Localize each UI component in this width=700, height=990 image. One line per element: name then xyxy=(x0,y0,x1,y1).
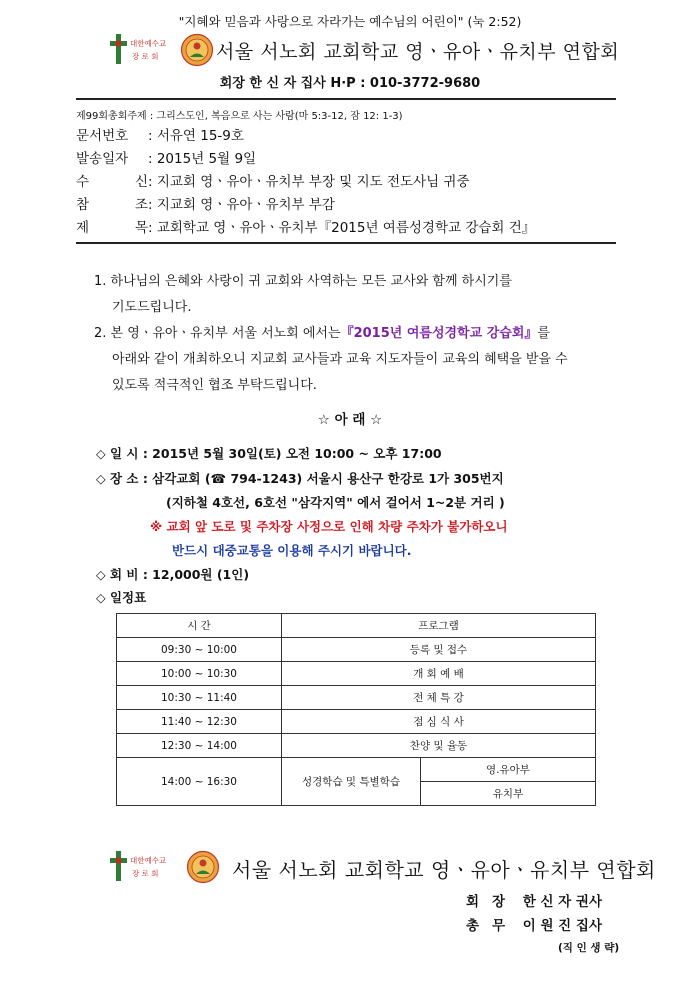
reference-line xyxy=(76,193,335,213)
table-row xyxy=(117,710,596,734)
time-cell: 14:00 ~ 16:30 xyxy=(117,758,282,806)
svg-text:대한예수교: 대한예수교 xyxy=(130,856,167,865)
sub-program-cell: 영.유아부 xyxy=(421,758,596,782)
subject: : 교회학교 영ㆍ유아ㆍ유치부『2015년 여름성경학교 강습회 건』 xyxy=(148,220,536,236)
recipient-label-1: 수 xyxy=(76,174,90,190)
subject-label-1: 제 xyxy=(76,220,90,236)
time-cell: 09:30 ~ 10:00 xyxy=(117,638,282,662)
subject-line xyxy=(76,216,535,236)
church-logo xyxy=(110,32,174,70)
footer-church-logo xyxy=(110,849,174,887)
doc-number-label: 문서번호 xyxy=(76,128,129,144)
meta-divider xyxy=(76,242,616,244)
recipient: : 지교회 영ㆍ유아ㆍ유치부 부장 및 지도 전도사님 귀중 xyxy=(148,174,470,190)
paragraph-1-line-1: 1. 하나님의 은혜와 사랑이 귀 교회와 사역하는 모든 교사와 함께 하시기를 xyxy=(94,274,512,289)
paragraph-2-text-a: 2. 본 영ㆍ유아ㆍ유치부 서울 서노회 에서는 xyxy=(94,326,341,341)
secretary-name: 이 원 진 집사 xyxy=(522,918,603,934)
table-header-row xyxy=(117,614,596,638)
footer-emblem-icon xyxy=(186,850,220,888)
seal-omitted-note: (직 인 생 략) xyxy=(558,942,620,954)
paragraph-2-line-1 xyxy=(94,322,550,341)
emblem-icon xyxy=(180,33,214,71)
doc-number-line xyxy=(76,124,244,144)
org-title: 서울 서노회 교회학교 영ㆍ유아ㆍ유치부 연합회 xyxy=(216,41,620,63)
schedule-table xyxy=(116,613,596,806)
paragraph-2-text-c: 를 xyxy=(537,326,550,341)
doc-number: : 서유연 15-9호 xyxy=(148,128,244,144)
event-fee: ◇ 회 비 : 12,000원 (1인) xyxy=(96,567,250,582)
svg-text:장 로 회: 장 로 회 xyxy=(132,869,159,878)
send-date-label: 발송일자 xyxy=(76,151,129,167)
event-name-highlight: 『2015년 여름성경학교 강습회』 xyxy=(340,326,538,341)
president-role-a: 회 xyxy=(466,894,480,910)
reference-label-2: 조 xyxy=(134,197,148,213)
program-cell: 개 회 예 배 xyxy=(282,662,596,686)
sub-program-cell: 유치부 xyxy=(421,782,596,806)
program-cell: 점 심 식 사 xyxy=(282,710,596,734)
paragraph-2-line-2: 아래와 같이 개최하오니 지교회 교사들과 교육 지도자들이 교육의 혜택을 받을 수 xyxy=(112,352,568,367)
time-cell: 12:30 ~ 14:00 xyxy=(117,734,282,758)
secretary-role-b: 무 xyxy=(492,918,506,934)
subject-label-2: 목 xyxy=(134,220,148,236)
program-cell: 성경학습 및 특별학습 xyxy=(282,758,421,806)
time-cell: 10:00 ~ 10:30 xyxy=(117,662,282,686)
program-cell: 등록 및 접수 xyxy=(282,638,596,662)
send-date-line xyxy=(76,147,256,167)
table-row xyxy=(117,638,596,662)
event-date: ◇ 일 시 : 2015년 5월 30일(토) 오전 10:00 ~ 오후 17:00 xyxy=(96,446,442,461)
paragraph-2-line-3: 있도록 적극적인 협조 부탁드립니다. xyxy=(112,378,317,393)
notice-heading: ☆ 아 래 ☆ xyxy=(317,412,383,428)
time-cell: 11:40 ~ 12:30 xyxy=(117,710,282,734)
event-place: ◇ 장 소 : 삼각교회 (☎ 794-1243) 서울시 용산구 한강로 1가 305번지 xyxy=(96,471,504,486)
assembly-theme: 제99회총회주제 : 그리스도인, 복음으로 사는 사람(마 5:3-12, 잠 12: 1-3) xyxy=(76,111,403,122)
send-date: : 2015년 5월 9일 xyxy=(148,151,257,167)
time-cell: 10:30 ~ 11:40 xyxy=(117,686,282,710)
table-row xyxy=(117,662,596,686)
signature-secretary xyxy=(466,914,602,934)
table-row xyxy=(117,734,596,758)
recipient-line xyxy=(76,170,470,190)
header-verse: "지혜와 믿음과 사랑으로 자라가는 예수님의 어린이" (눅 2:52) xyxy=(178,14,522,29)
secretary-role-a: 총 xyxy=(466,918,480,934)
president-line: 회장 한 신 자 집사 H·P : 010-3772-9680 xyxy=(219,76,481,91)
parking-warning: ※ 교회 앞 도로 및 주차장 사정으로 인해 차량 주차가 불가하오니 xyxy=(150,519,508,534)
svg-text:대한예수교: 대한예수교 xyxy=(130,39,167,48)
program-cell: 찬양 및 율동 xyxy=(282,734,596,758)
recipient-label-2: 신 xyxy=(134,174,148,190)
header-time: 시 간 xyxy=(117,614,282,638)
signature-president xyxy=(466,890,602,910)
president-role-b: 장 xyxy=(492,894,506,910)
transit-notice: 반드시 대중교통을 이용해 주시기 바랍니다. xyxy=(172,543,412,558)
header-program: 프로그램 xyxy=(282,614,596,638)
paragraph-1-line-2: 기도드립니다. xyxy=(112,300,192,315)
president-name: 한 신 자 권사 xyxy=(522,894,603,910)
table-row xyxy=(117,686,596,710)
svg-text:장 로 회: 장 로 회 xyxy=(132,52,159,61)
reference-label-1: 참 xyxy=(76,197,90,213)
schedule-label: ◇ 일정표 xyxy=(96,590,147,605)
place-directions: (지하철 4호선, 6호선 "삼각지역" 에서 걸어서 1~2분 거리 ) xyxy=(166,495,505,510)
program-cell: 전 체 특 강 xyxy=(282,686,596,710)
header-divider xyxy=(76,98,616,100)
reference: : 지교회 영ㆍ유아ㆍ유치부 부감 xyxy=(148,197,335,213)
table-row xyxy=(117,758,596,782)
footer-org-title: 서울 서노회 교회학교 영ㆍ유아ㆍ유치부 연합회 xyxy=(232,858,656,882)
